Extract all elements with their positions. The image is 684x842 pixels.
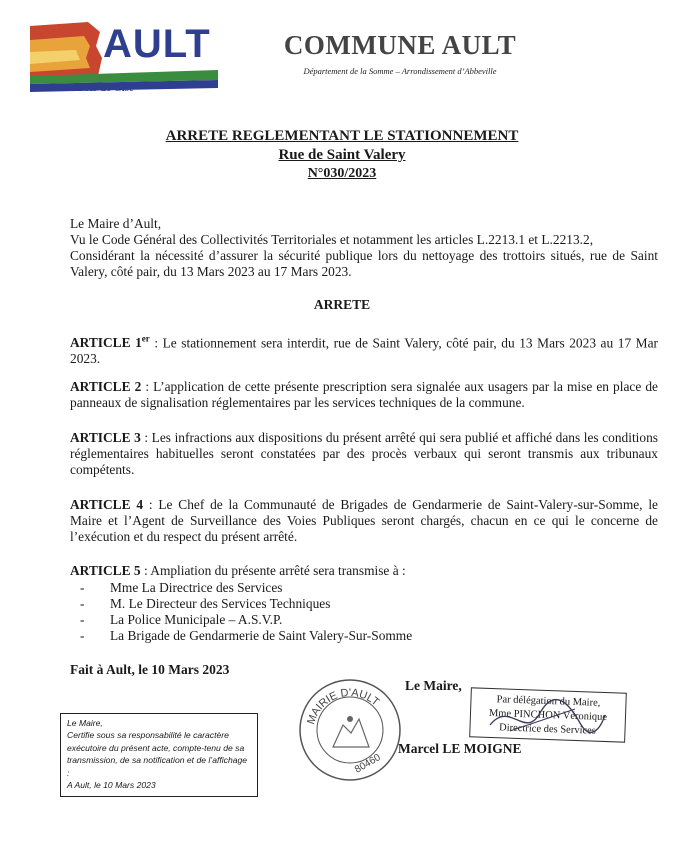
list-item: - Mme La Directrice des Services bbox=[80, 580, 412, 596]
delegation-line-1: Par délégation du Maire, bbox=[496, 694, 601, 709]
article-4-label: ARTICLE 4 bbox=[70, 497, 144, 512]
document-subtitle: Rue de Saint Valery bbox=[278, 147, 406, 163]
list-item: - La Brigade de Gendarmerie de Saint Valery-Sur-Somme bbox=[80, 628, 412, 644]
delegation-line-3: Directrice des Services bbox=[498, 722, 597, 737]
list-item: - La Police Municipale – A.S.V.P. bbox=[80, 612, 412, 628]
stamp-postcode: 80460 bbox=[353, 752, 383, 776]
article-4-text: : Le Chef de la Communauté de Brigades de Gendarmerie de Saint-Valery-sur-Somme, le Maire et l’Agent de Surveillance des Voies Publiques seront chargés, chacun en ce qui le concerne de l’exécution et du respect du présent arrêté. bbox=[70, 497, 658, 544]
mayor-label: Le Maire, bbox=[405, 678, 462, 693]
article-3-label: ARTICLE 3 bbox=[70, 430, 141, 445]
cert-body: Certifie sous sa responsabilité le caractère exécutoire du présent acte, compte-tenu de sa transmission, de sa notification et de l’affichage : bbox=[67, 730, 248, 778]
article-5 bbox=[70, 563, 658, 579]
commune-title: COMMUNE AULT bbox=[283, 30, 517, 60]
article-3-text: : Les infractions aux dispositions du présent arrêté qui sera publié et affiché dans les conditions réglementaires habituelles seront constatées par des procès verbaux qui seront transmis aux tribunaux compétents. bbox=[70, 430, 658, 477]
article-5-text: : Ampliation du présente arrêté sera transmise à : bbox=[140, 563, 406, 578]
preamble-line-2: Vu le Code Général des Collectivités Territoriales et notamment les articles L.2213.1 et L.2213.2, bbox=[70, 232, 594, 247]
cert-heading: Le Maire, bbox=[67, 718, 103, 728]
article-2-label: ARTICLE 2 bbox=[70, 379, 142, 394]
arrete-heading: ARRETE bbox=[313, 297, 371, 312]
logo-subtitle: Onival - Bois de Cise bbox=[36, 82, 134, 94]
document-title: ARRETE REGLEMENTANT LE STATIONNEMENT bbox=[165, 128, 519, 144]
article-1-text: : Le stationnement sera interdit, rue de Saint Valery, côté pair, du 13 Mars 2023 au 17 Mar 2023. bbox=[70, 335, 658, 367]
article-2-text: : L’application de cette présente prescription sera signalée aux usagers par la mise en place de panneaux de signalisation réglementaires par les services techniques de la commune. bbox=[70, 379, 658, 410]
handwritten-signature bbox=[480, 695, 610, 745]
delegation-line-2: Mme PINCHON Véronique bbox=[488, 707, 608, 724]
stamp-ring-text: MAIRIE D'AULT bbox=[305, 686, 382, 726]
article-1 bbox=[70, 331, 658, 367]
signed-place-date: Fait à Ault, le 10 Mars 2023 bbox=[70, 662, 230, 677]
preamble-line-3: Considérant la nécessité d’assurer la sécurité publique lors du nettoyage des trottoirs situés, rue de Saint Valery, côté pair, du 13 Mars 2023 au 17 Mars 2023. bbox=[70, 248, 658, 279]
cert-date: A Ault, le 10 Mars 2023 bbox=[67, 780, 156, 791]
article-4 bbox=[70, 497, 658, 545]
article-1-label: ARTICLE 1er bbox=[70, 334, 150, 351]
recipient-list bbox=[80, 580, 412, 644]
logo-word: AULT bbox=[103, 22, 211, 66]
preamble bbox=[70, 216, 658, 280]
article-3 bbox=[70, 430, 658, 478]
preamble-line-1: Le Maire d’Ault, bbox=[70, 216, 162, 231]
department-line: Département de la Somme – Arrondissement d’Abbeville bbox=[303, 66, 497, 76]
article-5-label: ARTICLE 5 bbox=[70, 563, 141, 578]
list-item: - M. Le Directeur des Services Techniques bbox=[80, 596, 412, 612]
article-2 bbox=[70, 379, 658, 411]
certification-box bbox=[60, 713, 258, 797]
mairie-round-stamp bbox=[295, 675, 405, 785]
document-number: N°030/2023 bbox=[307, 166, 377, 181]
mayor-name: Marcel LE MOIGNE bbox=[398, 741, 522, 756]
